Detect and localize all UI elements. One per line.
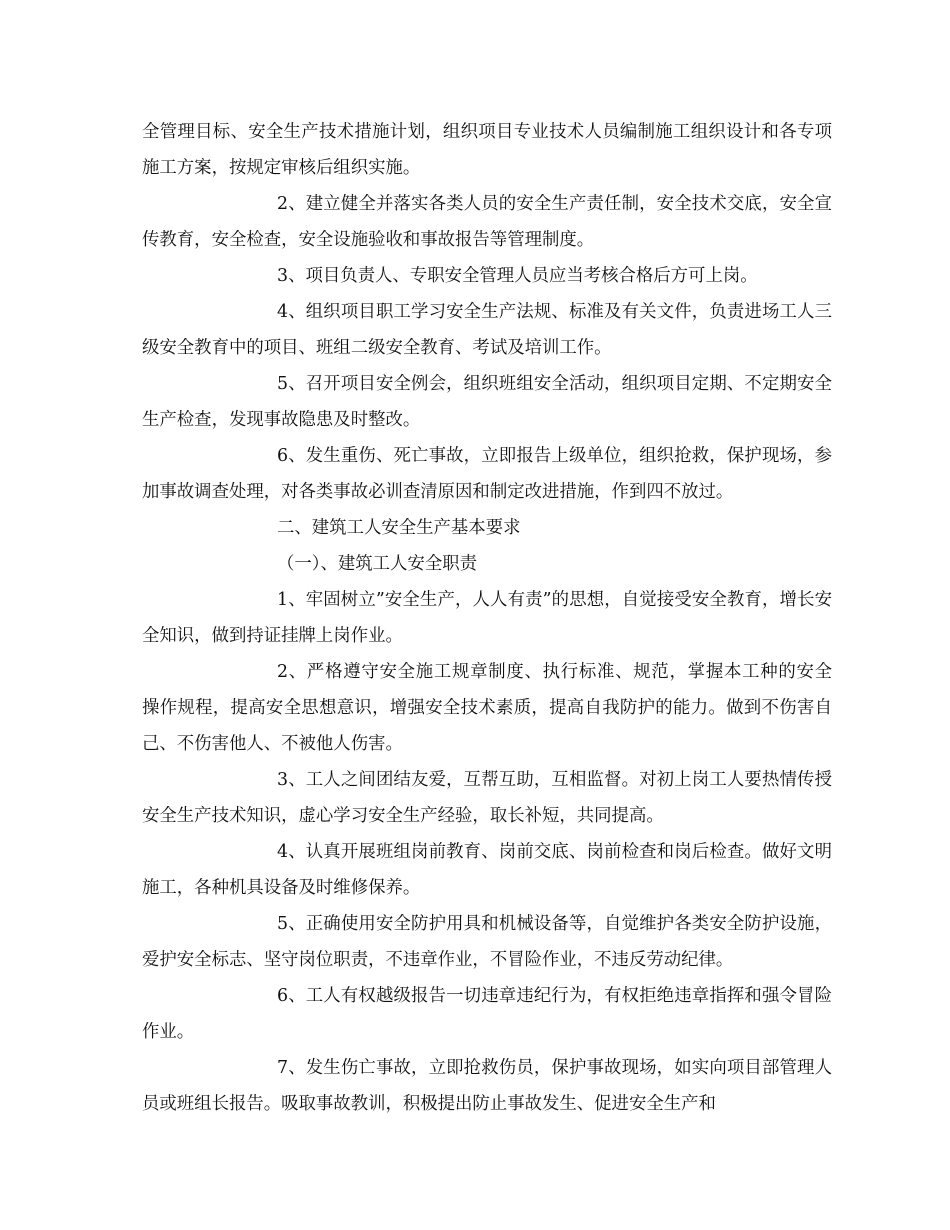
paragraph: 2、严格遵守安全施工规章制度、执行标准、规范，掌握本工种的安全 操作规程，提高安全思想意识，增强安全技术素质，提高自我防护的能力。做到不伤害自己、不伤害他人、不被他人伤害。 (142, 662, 850, 754)
paragraph: 全管理目标、安全生产技术措施计划，组织项目专业技术人员编制施工组织设计和各专项施工方案，按规定审核后组织实施。 (142, 122, 832, 178)
paragraph: 5、正确使用安全防护用具和机械设备等，自觉维护各类安全防护设施，爱护安全标志、坚守岗位职责，不违章作业，不冒险作业，不违反劳动纪律。 (142, 914, 832, 970)
paragraph: 3、项目负责人、专职安全管理人员应当考核合格后方可上岗。 (277, 266, 758, 286)
paragraph: 6、工人有权越级报告一切违章违纪行为，有权拒绝违章指挥和强令冒险作业。 (142, 986, 832, 1042)
paragraph: 7、发生伤亡事故，立即抢救伤员，保护事故现场，如实向项目部管理人员或班组长报告。吸取事故教训，积极提出防止事故发生、促进安全生产和 (142, 1058, 832, 1114)
subsection-heading: （一）、建筑工人安全职责 (277, 554, 477, 574)
paragraph: 3、工人之间团结友爱，互帮互助，互相监督。对初上岗工人要热情传授安全生产技术知识，虚心学习安全生产经验，取长补短，共同提高。 (142, 770, 832, 826)
paragraph: 4、组织项目职工学习安全生产法规、标准及有关文件，负责进场工人三级安全教育中的项目、班组二级安全教育、考试及培训工作。 (142, 302, 832, 358)
document-body (142, 114, 850, 1122)
paragraph: 2、建立健全并落实各类人员的安全生产责任制，安全技术交底，安全宣传教育，安全检查，安全设施验收和事故报告等管理制度。 (142, 194, 832, 250)
section-heading: 二、建筑工人安全生产基本要求 (277, 518, 521, 538)
paragraph: 5、召开项目安全例会，组织班组安全活动，组织项目定期、不定期安全生产检查，发现事故隐患及时整改。 (142, 374, 832, 430)
paragraph: 1、牢固树立”安全生产，人人有责”的思想，自觉接受安全教育，增长安全知识，做到持证挂牌上岗作业。 (142, 590, 832, 646)
paragraph: 6、发生重伤、死亡事故，立即报告上级单位，组织抢救，保护现场，参加事故调查处理，对各类事故必训查清原因和制定改进措施，作到四不放过。 (142, 446, 832, 502)
paragraph: 4、认真开展班组岗前教育、岗前交底、岗前检查和岗后检查。做好文明施工，各种机具设备及时维修保养。 (142, 842, 832, 898)
